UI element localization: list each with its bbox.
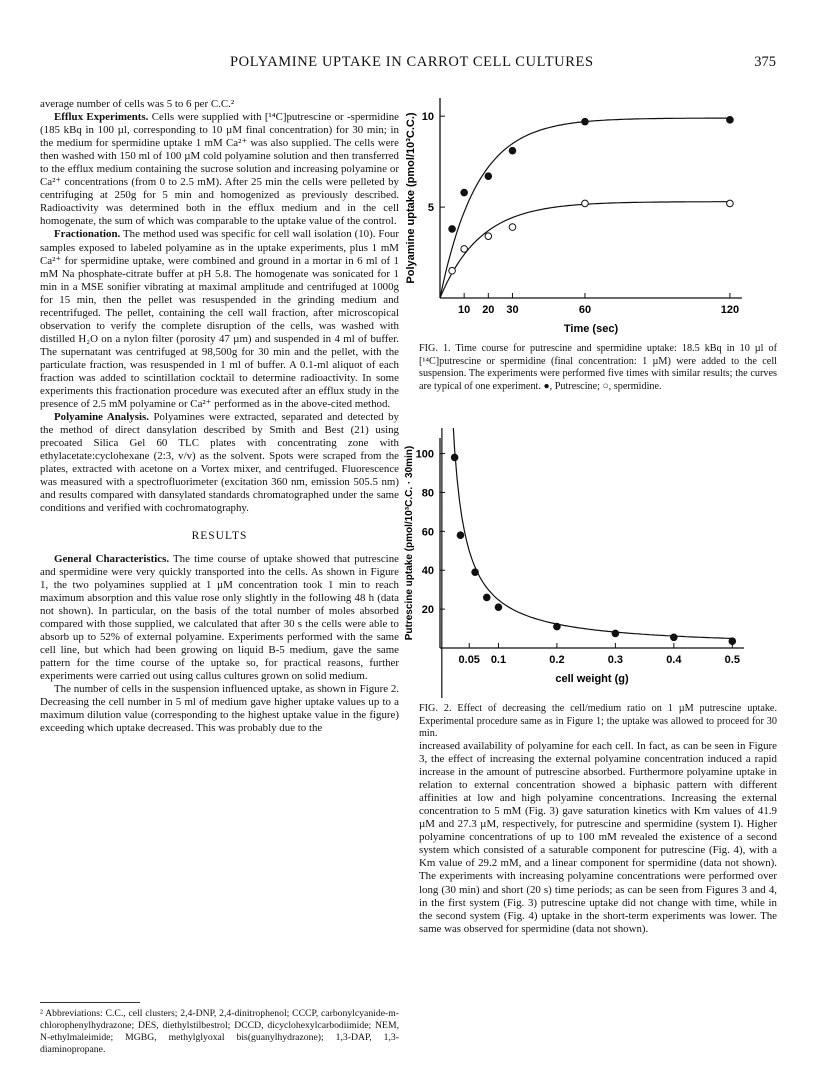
fig1-x-tick-label: 30 xyxy=(506,304,519,316)
results-heading: RESULTS xyxy=(191,529,248,542)
fig2-x-tick-label: 0.1 xyxy=(490,654,507,666)
fig2-point-putrescine xyxy=(483,594,490,601)
fig2-x-axis-label: cell weight (g) xyxy=(555,673,629,685)
fig1-y-tick-label: 5 xyxy=(427,202,434,215)
fig2-point-putrescine xyxy=(554,623,561,630)
polyamine-analysis-text: Polyamines were extracted, separated and detected by the method of direct dansylation described by Smith and Best (21) using precoated Silica Gel 60 TLC plates with concentrating zone with ethylacetate:cyclohexane (2:3, v/v) as the solvent. Spots were scraped from the plates, extracted with acetone on a Vortex mixer, and centrifuged. Fluorescence was measured with a spectrofluorimeter (excitation 360 nm, emission 505.5 nm) and results compared with dansylated standards chromatographed under the same conditions and verified with cochromatography. xyxy=(40,411,399,515)
page-number: 375 xyxy=(754,54,776,70)
running-header xyxy=(40,54,776,76)
paragraph-general-characteristics xyxy=(40,553,399,683)
fig1-x-axis-label: Time (sec) xyxy=(563,323,619,335)
fig2-y-tick-label: 100 xyxy=(415,448,434,461)
fig2-point-putrescine xyxy=(671,634,678,641)
fig1-point-putrescine xyxy=(461,189,468,196)
fig2-point-putrescine xyxy=(729,638,736,645)
fig1-x-tick-label: 120 xyxy=(720,304,740,316)
general-characteristics-text: The time course of uptake showed that putrescine and spermidine were very quickly transported into the cells. As shown in Figure 1, the two polyamines supplied at 1 µM concentration took 1 min to reach maximum absorption and this value rose only slightly in the following 48 h (data not shown). In particular, on the basis of the total number of moles absorbed compared with those supplied, we calculated that after 30 s the cells were able to absorb up to 52% of external polyamine. Experiments performed with the same cell line, but which had been growing on liquid B-5 medium, gave the same pattern for the time course of the uptake so, for practical reasons, further experiments were carried out using callus cultures grown on solid medium. xyxy=(40,552,399,682)
polyamine-analysis-heading: Polyamine Analysis. xyxy=(54,411,149,424)
running-title: POLYAMINE UPTAKE IN CARROT CELL CULTURES xyxy=(230,54,594,70)
fig1-point-putrescine xyxy=(582,118,589,125)
footnote-rule xyxy=(40,1002,140,1003)
fig2-x-tick-label: 0.2 xyxy=(549,654,565,666)
fig2-x-tick-label: 0.5 xyxy=(724,654,740,666)
fig2-point-putrescine xyxy=(612,630,619,637)
fig1-curve-spermidine xyxy=(440,202,730,298)
fig2-y-axis-label: Putrescine uptake (pmol/10³C.C. · 30min) xyxy=(404,445,415,641)
fig2-x-tick-label: 0.3 xyxy=(607,654,624,666)
fractionation-text: The method used was specific for cell wall isolation (10). Four samples exposed to labeled polyamine as in the uptake experiments, plus 1 mM Ca²⁺ for spermidine uptake, were combined and ground in a mortar in 6 ml of 1 mM Na phosphate-citrate buffer at pH 5.8. The homogenate was sonicated for 1 min in a MSE sonifier vibrating at maximal amplitude and centrifuged at 1000g for 15 min, then the pellet was resuspended in the grinding medium and recentrifuged. The pellet, containing the cell wall fraction, after microscopical observation to verify the complete disruption of the cells, was washed with distilled H₂O on a nylon filter (porosity 47 µm) and suspended in 4 ml of buffer. The supernatant was centrifuged at 98,500g for 30 min and the pellet, with the particulate fraction, was resuspended in 1 ml of buffer. A 0.1-ml aliquot of each fraction was added to scintillation cocktail to determine radioactivity. In some experiments this fractionation procedure was executed after an efflux study in the presence of 2.5 mM polyamine or Ca²⁺ performed as in the above-cited method. xyxy=(40,228,399,411)
figure-1-caption: FIG. 1. Time course for putrescine and spermidine uptake: 18.5 kBq in 10 µl of [¹⁴C]putrescine or spermidine (final concentration: 1 µM) were added to the cell suspension. The experiments were performed five times with similar results; the curves are typical of one experiment. ●, Putrescine; ○, spermidine. xyxy=(419,343,777,392)
fig2-curve-putrescine xyxy=(440,428,732,698)
fig1-point-putrescine xyxy=(485,173,492,180)
fig1-point-spermidine xyxy=(509,224,516,231)
figure-2-caption: FIG. 2. Effect of decreasing the cell/medium ratio on 1 µM putrescine uptake. Experimental procedure same as in Figure 1; the uptake was allowed to proceed for 30 min. xyxy=(419,703,777,740)
fig1-point-spermidine xyxy=(582,200,589,207)
fig2-y-tick-label: 80 xyxy=(421,487,434,500)
fractionation-heading: Fractionation. xyxy=(54,228,121,241)
fig1-point-spermidine xyxy=(449,267,456,274)
fig1-point-putrescine xyxy=(727,117,734,124)
fig2-y-tick-label: 40 xyxy=(421,565,434,578)
left-column xyxy=(40,98,399,735)
paragraph-efflux xyxy=(40,111,399,228)
paragraph-fractionation xyxy=(40,228,399,411)
paragraph-cell-number: The number of cells in the suspension influenced uptake, as shown in Figure 2. Decreasing the cell number in 5 ml of medium gave higher uptake values up to a maximum dilution value (corresponding to the highest uptake value in the figure) exceeding which uptake decreased. This was probably due to the xyxy=(40,683,399,735)
paragraph-polyamine-analysis xyxy=(40,411,399,515)
efflux-text: Cells were supplied with [¹⁴C]putrescine or -spermidine (185 kBq in 100 µl, corresponding to 10 µM final concentration) for 30 min; in the medium for spermidine uptake 1 mM Ca²⁺ was also supplied. The cells were then washed with 150 ml of 100 µM cold polyamine solution and then transferred to the efflux medium containing the sucrose solution and increasing polyamine or Ca²⁺ concentrations (from 0 to 2.5 mM). After 25 min the cells were pelleted by centrifuging at 250g for 5 min and homogenized as previously described. Radioactivity was determined both in the efflux medium and in the cell homogenate, the sum of which was comparable to the uptake value of the control. xyxy=(40,111,400,228)
paragraph-cells-per-cluster: average number of cells was 5 to 6 per C.C.² xyxy=(40,98,235,110)
fig1-x-tick-label: 10 xyxy=(458,304,471,316)
fig1-y-axis-label: Polyamine uptake (pmol/10³C.C.) xyxy=(405,112,417,284)
fig2-point-putrescine xyxy=(451,454,458,461)
footnote: ² Abbreviations: C.C., cell clusters; 2,4-DNP, 2,4-dinitrophenol; CCCP, carbonylcyanide-m-chlorophenylhydrazone; DES, diethylstilbestrol; DCCD, dicyclohexylcarbodiimide; NEM, N-ethylmaleimide; MGBG, methylglyoxal bis(guanylhydrazone); 1,3-DAP, 1,3-diaminopropane. xyxy=(40,1008,399,1055)
figure-2-chart xyxy=(404,428,784,698)
fig2-point-putrescine xyxy=(472,569,479,576)
fig2-point-putrescine xyxy=(495,604,502,611)
fig1-x-tick-label: 20 xyxy=(482,304,495,316)
fig2-y-tick-label: 60 xyxy=(421,526,434,539)
fig1-point-spermidine xyxy=(727,200,734,207)
fig2-y-tick-label: 20 xyxy=(421,604,434,617)
paragraph-right-column: increased availability of polyamine for each cell. In fact, as can be seen in Figure 3, the effect of increasing the external polyamine concentration induced a rapid increase in the amount of putrescine absorbed. Furthermore polyamine uptake in relation to external concentration showed a biphasic pattern with different affinities at low and high polyamine concentrations. Increasing the external concentration to 5 mM (Fig. 3) gave saturation kinetics with Km values of 41.9 µM and 27.3 µM, respectively, for putrescine and spermidine (system I). Higher polyamine concentrations of up to 100 mM revealed the existence of a second system which consisted of a saturable component for putrescine (Fig. 4), with a Km value of 29.2 mM, and a linear component for spermidine (data not shown). The experiments with increasing polyamine concentrations were performed over long (30 min) and short (20 s) time periods; as can be seen from Figures 3 and 4, in the first system (Fig. 3) putrescine uptake did not change with time, while in the second system (Fig. 4) uptake in the short-term experiments was lower. The same was observed for spermidine (data not shown). xyxy=(419,740,777,935)
fig2-x-tick-label: 0.05 xyxy=(458,654,480,666)
figure-1-chart xyxy=(404,80,784,340)
fig1-curve-putrescine xyxy=(440,118,730,298)
fig1-x-tick-label: 60 xyxy=(578,304,592,316)
fig2-point-putrescine xyxy=(457,532,464,539)
efflux-heading: Efflux Experiments. xyxy=(54,111,149,124)
fig1-y-tick-label: 10 xyxy=(421,111,434,124)
fig1-point-spermidine xyxy=(461,246,468,253)
fig1-point-spermidine xyxy=(485,233,492,240)
fig2-x-tick-label: 0.4 xyxy=(666,654,682,666)
right-column xyxy=(419,740,777,936)
general-characteristics-heading: General Characteristics. xyxy=(54,552,170,565)
fig1-point-putrescine xyxy=(449,226,456,233)
fig1-point-putrescine xyxy=(509,147,516,154)
